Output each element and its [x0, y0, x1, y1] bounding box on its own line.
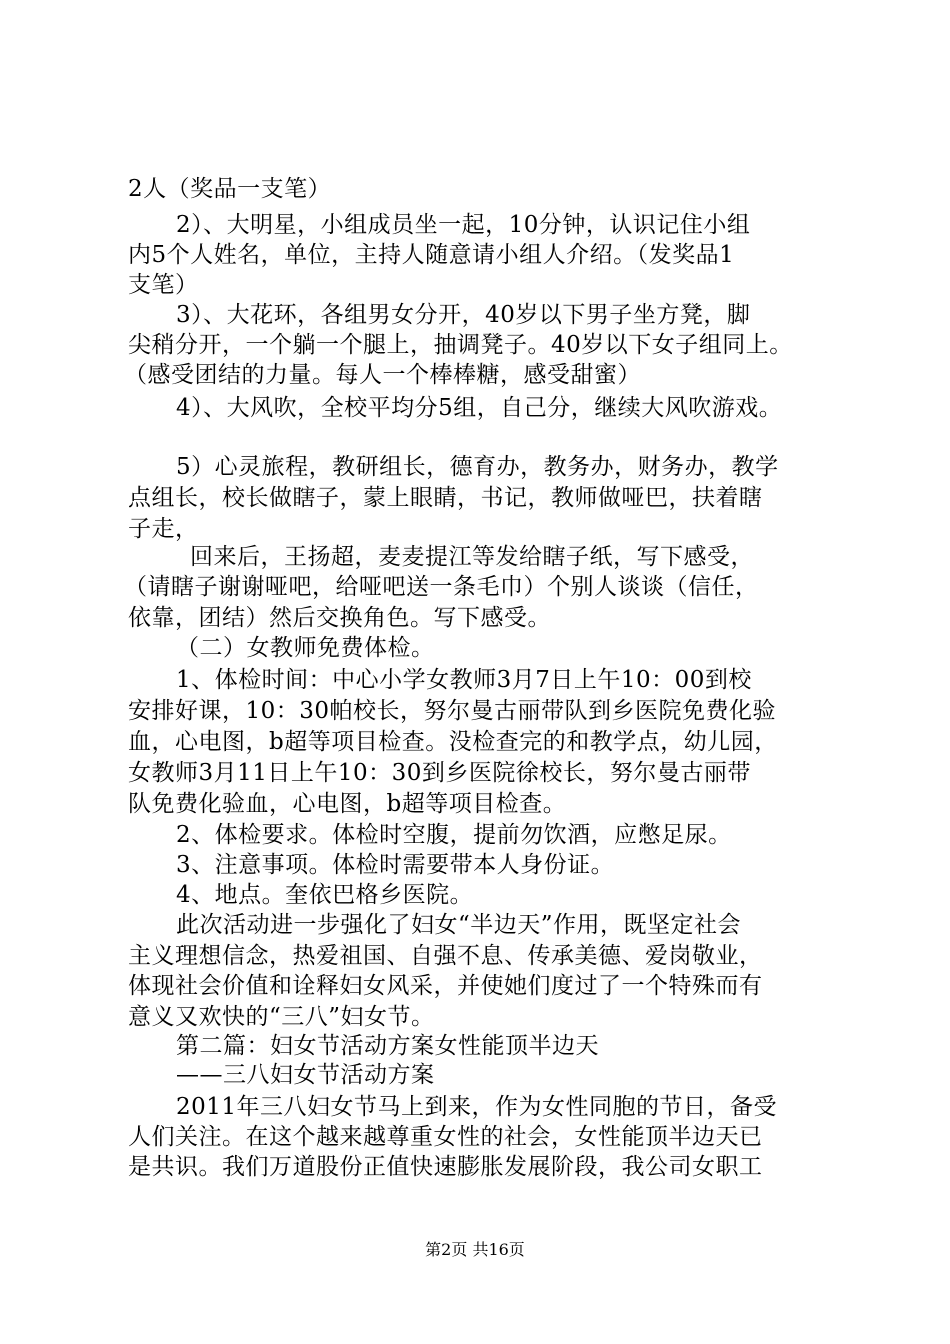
- text-line: 人们关注。在这个越来越尊重女性的社会，女性能顶半边天已: [128, 1124, 763, 1150]
- section-subheading: ——三八妇女节活动方案: [176, 1062, 435, 1088]
- text-line: 点组长，校长做瞎子，蒙上眼睛，书记，教师做哑巴，扶着瞎: [128, 485, 763, 511]
- text-line: 回来后，王扬超，麦麦提江等发给瞎子纸，写下感受，: [190, 544, 754, 570]
- text-line: 尖稍分开，一个躺一个腿上，抽调凳子。40岁以下女子组同上。: [128, 332, 793, 358]
- text-line: 内5个人姓名，单位，主持人随意请小组人介绍。（发奖品1: [128, 242, 735, 268]
- text-line: 安排好课，10：30帕校长，努尔曼古丽带队到乡医院免费化验: [128, 698, 777, 724]
- text-line: （感受团结的力量。每人一个棒棒糖，感受甜蜜）: [124, 362, 641, 388]
- text-line: 血，心电图，b超等项目检查。没检查完的和教学点，幼儿园，: [128, 729, 778, 755]
- page-footer: 第2页 共16页: [425, 1240, 525, 1259]
- text-line: 4、地点。奎依巴格乡医院。: [176, 882, 474, 908]
- text-line: 意义又欢快的“三八”妇女节。: [128, 1004, 435, 1030]
- text-line: 依靠，团结）然后交换角色。写下感受。: [128, 605, 551, 631]
- text-line: 体现社会价值和诠释妇女风采，并使她们度过了一个特殊而有: [128, 973, 763, 999]
- text-line: 女教师3月11日上午10：30到乡医院徐校长，努尔曼古丽带: [128, 760, 751, 786]
- text-line: 子走，: [128, 516, 199, 542]
- text-line: 5）心灵旅程，教研组长，德育办，教务办，财务办，教学: [176, 454, 779, 480]
- text-line: 3、注意事项。体检时需要带本人身份证。: [176, 852, 615, 878]
- text-line: 是共识。我们万道股份正值快速膨胀发展阶段，我公司女职工: [128, 1154, 763, 1180]
- text-line: 2）、大明星，小组成员坐一起，10分钟，认识记住小组: [176, 212, 751, 238]
- text-line: 2人（奖品一支笔）: [128, 176, 332, 202]
- text-line: 2、体检要求。体检时空腹，提前勿饮酒，应憋足尿。: [176, 822, 732, 848]
- text-line: 队免费化验血，心电图，b超等项目检查。: [128, 791, 567, 817]
- text-line: 2011年三八妇女节马上到来，作为女性同胞的节日，备受: [176, 1094, 778, 1120]
- text-line: 此次活动进一步强化了妇女“半边天”作用，既坚定社会: [176, 912, 742, 938]
- text-line: 主义理想信念，热爱祖国、自强不息、传承美德、爱岗敬业，: [128, 943, 763, 969]
- text-line: 4）、大风吹，全校平均分5组，自己分，继续大风吹游戏。: [176, 395, 783, 421]
- text-line: （二）女教师免费体检。: [176, 635, 435, 661]
- text-line: （请瞎子谢谢哑吧，给哑吧送一条毛巾）个别人谈谈（信任，: [124, 574, 759, 600]
- text-line: 1、体检时间：中心小学女教师3月7日上午10：00到校: [176, 667, 752, 693]
- text-line: 支笔）: [128, 272, 199, 298]
- text-line: 3）、大花环，各组男女分开，40岁以下男子坐方凳，脚: [176, 302, 751, 328]
- section-heading: 第二篇：妇女节活动方案女性能顶半边天: [176, 1033, 599, 1059]
